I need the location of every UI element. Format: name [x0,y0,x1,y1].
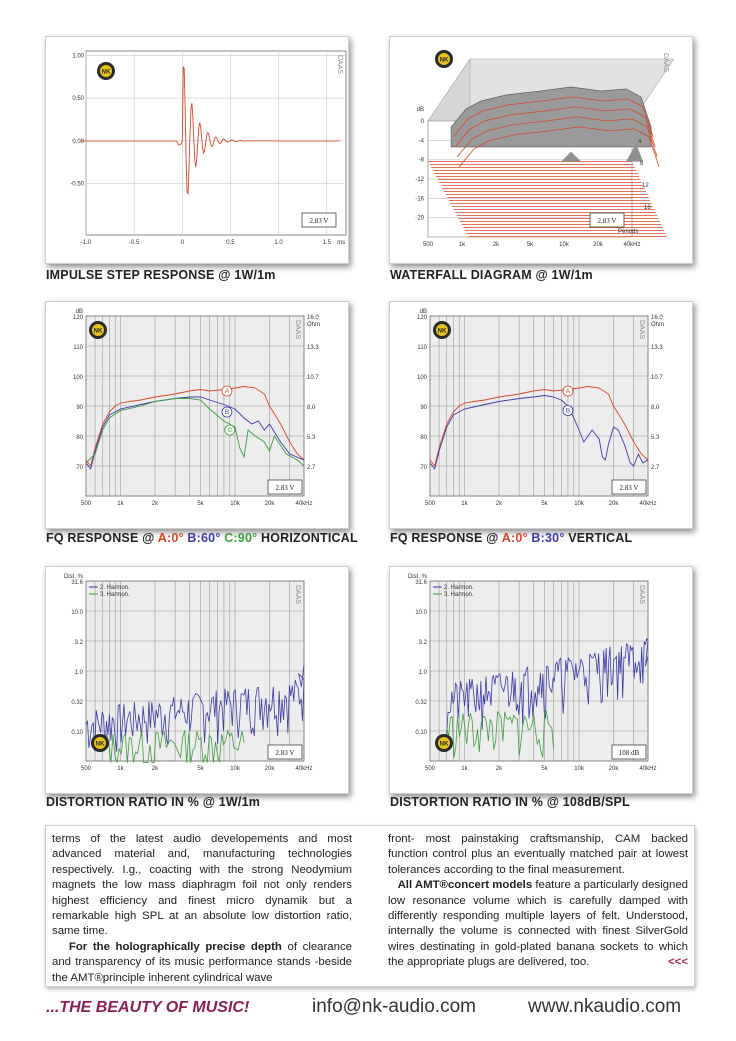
y-tick-label: 0.10 [71,730,83,736]
curve-label: A [565,388,571,396]
y-tick-label: -20 [415,215,424,222]
logo-glyph: NK [439,741,449,748]
caption-b: B:30° [531,531,565,545]
caption-prefix: FQ RESPONSE @ [390,531,502,545]
caption-b: B:60° [187,531,221,545]
caption-prefix: FQ RESPONSE @ [46,531,158,545]
x-tick-label: 500 [80,766,92,772]
y-tick-label: dB [419,309,427,315]
y-tick-label: 120 [72,315,83,321]
waterfall-chart [390,37,692,263]
legend-label-2: 2. Harmon. [100,585,130,591]
level-badge-text: 108 dB [618,749,640,757]
more-link[interactable]: <<< [668,956,688,969]
y-tick-label: Dist. % [407,574,427,580]
y-tick-label: 1.00 [72,53,84,60]
x-tick-label: 2k [495,501,503,507]
caption-suffix: VERTICAL [568,531,633,545]
y-tick-label: -8 [418,157,424,164]
x-tick-label: 0.5 [226,240,235,246]
y-tick-label: 3.2 [74,640,83,646]
y2-tick-label: Ohm [307,322,321,328]
y2-tick-label: 10.7 [307,375,319,381]
website-link[interactable]: www.nkaudio.com [528,996,682,1017]
logo-glyph: NK [437,328,447,335]
y-tick-label: 80 [420,435,427,441]
watermark: DAAS [662,53,669,73]
x-tick-label: 10k [230,501,240,507]
x-tick-label: 40kHz [623,242,641,248]
curve-label: B [565,407,571,415]
x-tick-label: 500 [424,766,436,772]
x-tick-label: 10k [559,242,569,248]
y-tick-label: 1.0 [418,670,427,676]
logo-glyph: NK [95,741,105,748]
curve-label: B [224,409,230,417]
y-tick-label: 0.32 [415,700,427,706]
x-tick-label: 20k [608,766,619,772]
x-tick-label: 0 [180,240,184,246]
y-tick-label: 90 [76,405,83,411]
curve-label: C [227,427,233,435]
fq-horizontal-caption [46,531,358,545]
logo-glyph: NK [101,69,111,76]
y-tick-label: 70 [76,465,83,471]
fq-horizontal-chart-panel [45,301,349,529]
fq-vertical-chart-panel [389,301,693,529]
left-paragraph-2-bold: For the holographically precise depth [68,940,282,953]
z-tick-label: 16 [644,205,651,211]
description-textbox [45,825,695,987]
x-tick-label: 10k [230,766,240,772]
watermark: DAAS [638,320,645,340]
x-tick-label: 20k [264,766,275,772]
level-badge-text: 2.83 V [597,217,617,225]
waterfall-chart-panel [389,36,693,264]
x-tick-label: 5k [197,501,204,507]
level-badge-text: 2.83 V [275,749,295,757]
right-paragraph-2 [388,878,688,970]
y-tick-label: 3.2 [418,640,427,646]
y-tick-label: 80 [76,435,83,441]
y-tick-label: 0.10 [415,730,427,736]
caption-c: C:90° [224,531,258,545]
y-tick-label: -4 [418,138,424,145]
x-tick-label: 10k [574,766,584,772]
impulse-chart [46,37,348,263]
x-tick-label: 500 [80,501,92,507]
y-tick-label: 31.6 [415,580,427,586]
impulse-caption: IMPULSE STEP RESPONSE @ 1W/1m [46,268,276,282]
level-badge-text: 2.83 V [619,484,639,492]
y2-tick-label: 16.0 [651,315,663,321]
right-paragraph-2-bold: All AMT®concert models [397,879,533,892]
legend-label-3: 3. Harmon. [100,592,130,598]
distortion-108db-chart [390,567,692,785]
x-tick-label: 2k [495,766,503,772]
level-badge-text: 2.83 V [275,484,295,492]
x-tick-label: 2k [151,766,159,772]
x-tick-label: 40kHz [295,501,313,507]
left-column [52,832,352,986]
x-tick-label: 5k [541,501,548,507]
x-tick-label: 1.5 [322,240,331,246]
x-tick-label: 500 [422,242,434,248]
tagline: ...THE BEAUTY OF MUSIC! [46,999,250,1016]
y2-tick-label: 5.3 [307,435,316,441]
left-paragraph-2 [52,940,352,986]
x-tick-label: 40kHz [639,501,657,507]
x-tick-label: 5k [541,766,548,772]
right-column [388,832,688,971]
y-tick-label: 10.0 [71,610,83,616]
y2-tick-label: 10.7 [651,375,663,381]
x-tick-label: -0.5 [128,240,140,246]
distortion-1w-chart [46,567,348,785]
distortion-108db-chart-panel [389,566,693,794]
y2-tick-label: 2.7 [307,465,316,471]
x-tick-label: 20k [608,501,619,507]
z-tick-label: 8 [640,161,644,167]
y-tick-label: -16 [415,196,424,203]
distortion-1w-chart-panel [45,566,349,794]
watermark: DAAS [336,55,343,75]
x-tick-label: 20k [593,242,603,248]
right-paragraph-2-rest: feature a particularly designed low resonance volume which is carefully damped with differently responding multiple layers of felt. Understood, internally the volume is connected with finest SilverGold wires destinating in gold-plated banana sockets to which the appropriate plugs are delivered, too. [388,879,688,969]
x-tick-label: 20k [264,501,275,507]
watermark: DAAS [638,585,645,605]
y-tick-label: 0.32 [71,700,83,706]
fq-vertical-caption [390,531,632,545]
right-paragraph-1: front- most painstaking craftsmanship, CAM backed function control plus an eventually matched pair at lowest tolerances according to the final measurement. [388,833,688,876]
y-tick-label: -12 [415,177,424,183]
impulse-chart-panel [45,36,349,264]
left-paragraph-2-rest: of clearance and transparency of its music performance stands -beside the AMT®principle inherent cylindrical wave [52,940,353,984]
x-tick-label: 5k [197,766,204,772]
y-tick-label: -0.50 [70,181,84,188]
z-tick-label: 4 [638,139,642,145]
y-tick-label: 0 [420,119,424,125]
y-tick-label: 120 [416,315,427,321]
x-tick-label: 40kHz [295,766,313,772]
y-tick-label: 31.6 [71,580,83,586]
level-badge-text: 2.83 V [309,217,329,225]
y-tick-label: 100 [72,375,83,381]
y2-tick-label: 8.0 [651,405,660,411]
x-tick-label: 2k [492,242,500,248]
distortion-1w-caption: DISTORTION RATIO IN % @ 1W/1m [46,795,261,809]
y-tick-label: 10.0 [415,610,427,616]
caption-a: A:0° [157,531,184,545]
caption-suffix: HORIZONTICAL [260,531,358,545]
x-tick-label: 5k [526,242,534,248]
fq-vertical-chart [390,302,692,520]
y-tick-label: 110 [417,345,427,351]
fq-horizontal-chart [46,302,348,520]
x-tick-label: 1k [117,501,124,507]
caption-a: A:0° [501,531,528,545]
watermark: DAAS [294,585,301,605]
y-tick-label: Dist. % [63,574,83,580]
x-tick-label: 1k [117,766,124,772]
x-tick-label: 2k [151,501,159,507]
y2-tick-label: 13.3 [651,345,663,351]
y2-tick-label: Ohm [651,322,665,328]
legend-label-2: 2. Harmon. [444,585,474,591]
x-tick-label: 10k [574,501,584,507]
watermark: DAAS [294,320,301,340]
waterfall-caption: WATERFALL DIAGRAM @ 1W/1m [390,268,593,282]
left-paragraph-1: terms of the latest audio developements and most advanced material and, manufacturing technologies respectively. I.g., coacting with the strong Neodymium magnets the low mass diaphragm foil not only renders highest efficiency and finest micro dynamik but a remarkable high SPL at an absolute low distortion ratio, same time. [52,833,352,938]
y-tick-label: 0.00 [72,138,84,145]
y2-tick-label: 8.0 [307,405,316,411]
x-tick-label: 1k [458,242,466,248]
x-tick-label: 40kHz [639,766,657,772]
curve-label: A [224,388,230,396]
x-tick-label: ms [337,240,346,246]
x-tick-label: 1k [461,501,468,507]
x-tick-label: 500 [424,501,436,507]
y2-tick-label: 5.3 [651,435,660,441]
z-tick-label: 12 [642,183,649,189]
y-tick-label: 0.50 [72,96,84,103]
y-tick-label: 1.0 [74,670,83,676]
y-tick-label: dB [75,309,83,315]
x-tick-label: 1.0 [274,240,283,246]
z-axis-unit: Periods [618,229,639,235]
plot-area [86,51,346,235]
x-tick-label: 1k [461,766,468,772]
legend-label-3: 3. Harmon. [444,592,474,598]
x-tick-label: -1.0 [80,240,92,246]
y-tick-label: 100 [416,375,427,381]
email-link[interactable]: info@nk-audio.com [312,996,476,1017]
y-tick-label: dB [416,107,424,113]
distortion-108db-caption: DISTORTION RATIO IN % @ 108dB/SPL [390,795,630,809]
y2-tick-label: 13.3 [307,345,319,351]
y2-tick-label: 2.7 [651,465,660,471]
y-tick-label: 110 [73,345,83,351]
logo-glyph: NK [93,328,103,335]
logo-glyph: NK [439,57,449,64]
y-tick-label: 70 [420,465,427,471]
y2-tick-label: 16.0 [307,315,319,321]
y-tick-label: 90 [420,405,427,411]
